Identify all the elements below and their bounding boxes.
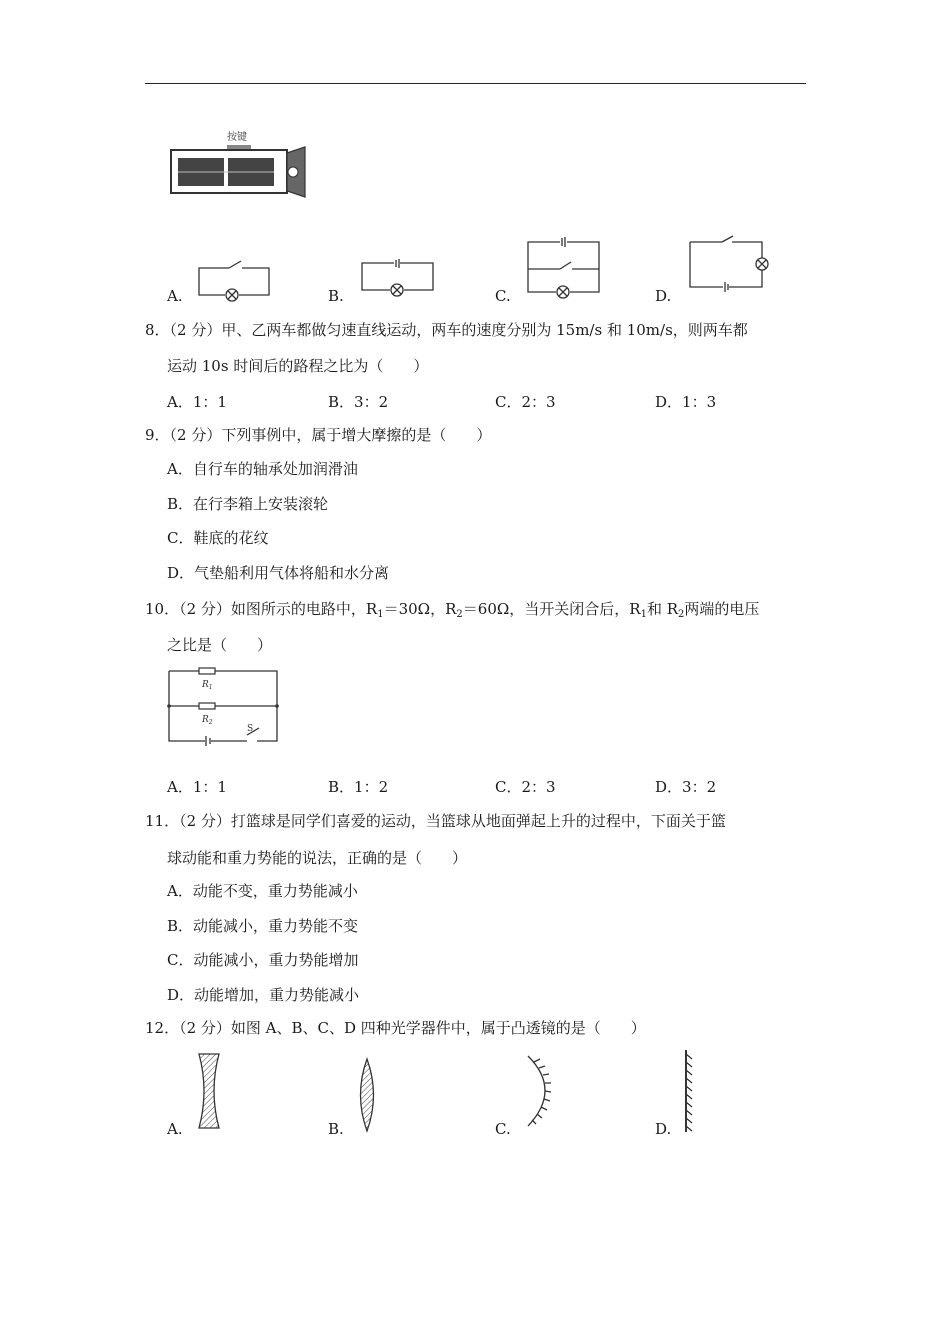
q11-option-d: D．动能增加，重力势能减小	[167, 986, 360, 1004]
q7-option-d-label: D.	[655, 287, 672, 305]
q11-option-a: A．动能不变，重力势能减小	[167, 882, 358, 900]
q7-option-a-circuit	[195, 260, 275, 300]
q10-fig-switch-label: S	[247, 724, 254, 734]
q9-option-c: C．鞋底的花纹	[167, 529, 269, 547]
q10-option-a: A．1：1	[167, 778, 227, 796]
q11-option-b: B．动能减小，重力势能不变	[167, 917, 359, 935]
q8-option-c: C．2：3	[495, 393, 556, 411]
q10-option-d: D．3：2	[655, 778, 717, 796]
q9-option-b: B．在行李箱上安装滚轮	[167, 495, 329, 513]
concave-lens-icon	[195, 1052, 225, 1130]
q8-stem-line2: 运动 10s 时间后的路程之比为（ ）	[167, 357, 429, 375]
q10-fig-r2-label: $R_2$	[202, 715, 213, 726]
q9-option-d: D．气垫船利用气体将船和水分离	[167, 564, 390, 582]
q10-circuit-figure	[165, 665, 285, 747]
q11-stem-line1: 11．（2 分）打篮球是同学们喜爱的运动，当篮球从地面弹起上升的过程中，下面关于篮	[145, 812, 726, 830]
q11-stem-line2: 球动能和重力势能的说法，正确的是（ ）	[167, 849, 468, 867]
q10-fig-r1-label: $R_1$	[202, 680, 213, 691]
flashlight-key-label: 按键	[227, 132, 247, 143]
q12-stem: 12．（2 分）如图 A、B、C、D 四种光学器件中，属于凸透镜的是（ ）	[145, 1019, 646, 1037]
q8-stem-line1: 8．（2 分）甲、乙两车都做匀速直线运动，两车的速度分别为 15m/s 和 10m/s，则两车都	[145, 321, 748, 339]
q11-option-c: C．动能减小，重力势能增加	[167, 951, 359, 969]
convex-lens-icon	[352, 1057, 382, 1133]
plane-mirror-icon	[680, 1050, 700, 1134]
q10-option-b: B．1：2	[328, 778, 389, 796]
concave-mirror-icon	[522, 1052, 562, 1130]
flashlight-figure	[165, 125, 315, 205]
q12-option-b-label: B.	[328, 1120, 344, 1138]
q7-option-c-circuit	[525, 238, 605, 298]
q7-option-b-label: B.	[328, 287, 344, 305]
q10-stem-line1: 10．（2 分）如图所示的电路中，$R_1=30\Omega$，$R_2=60\Omega$，当开关闭合后，$R_1$和 $R_2$两端的电压	[145, 600, 760, 620]
q7-option-d-circuit	[685, 238, 775, 298]
header-rule	[145, 83, 806, 84]
q12-option-c-label: C.	[495, 1120, 511, 1138]
q8-option-a: A．1：1	[167, 393, 227, 411]
q7-option-b-circuit	[360, 260, 440, 300]
q8-option-b: B．3：2	[328, 393, 389, 411]
q10-option-c: C．2：3	[495, 778, 556, 796]
q10-stem-line2: 之比是（ ）	[167, 636, 273, 654]
q9-option-a: A．自行车的轴承处加润滑油	[167, 460, 358, 478]
q12-option-a-label: A.	[167, 1120, 183, 1138]
q12-option-d-label: D.	[655, 1120, 672, 1138]
q7-option-a-label: A.	[167, 287, 183, 305]
q9-stem: 9．（2 分）下列事例中，属于增大摩擦的是（ ）	[145, 426, 492, 444]
q8-option-d: D．1：3	[655, 393, 717, 411]
q7-option-c-label: C.	[495, 287, 511, 305]
